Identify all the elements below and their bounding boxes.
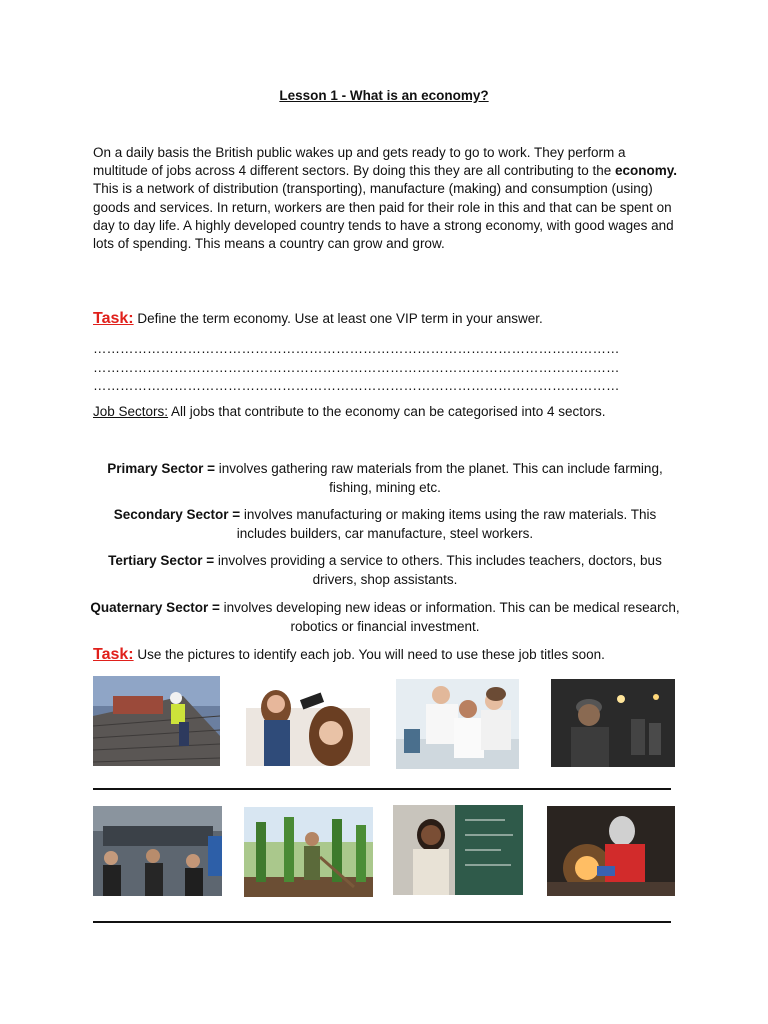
task-identify-jobs — [93, 646, 605, 664]
photo-miner — [551, 679, 675, 769]
photo-hairdresser — [246, 678, 370, 768]
photo-roofer — [93, 676, 220, 766]
intro-paragraph — [93, 144, 683, 253]
photo-factory-workers — [93, 806, 222, 896]
sector-quaternary — [90, 599, 680, 636]
intro-text-1: On a daily basis the British public wakes up and gets ready to go to work. They perform a multitude of jobs across 4 different sectors. By doing this they are all contributing to the — [93, 145, 626, 179]
sector-name: Tertiary Sector = — [108, 553, 215, 568]
task-text: Use the pictures to identify each job. You will need to use these job titles soon. — [133, 647, 605, 662]
sector-name: Quaternary Sector = — [90, 600, 220, 615]
divider-line-1 — [93, 788, 671, 790]
task-define-economy — [93, 310, 543, 328]
page-title: Lesson 1 - What is an economy? — [279, 88, 489, 103]
sector-desc: involves manufacturing or making items using the raw materials. This includes builders, car manufacture, steel workers. — [236, 507, 657, 541]
job-sectors-intro — [93, 404, 606, 419]
answer-line[interactable]: ……………………………………………………………………………………………………… — [93, 359, 620, 375]
intro-bold-term: economy. — [615, 163, 678, 179]
answer-line[interactable]: ……………………………………………………………………………………………………… — [93, 341, 620, 356]
task-label: Task: — [93, 310, 134, 327]
photo-welder — [547, 806, 675, 896]
photo-scientists — [396, 679, 519, 769]
sector-desc: involves providing a service to others. This includes teachers, doctors, bus drivers, shop assistants. — [214, 553, 662, 587]
sector-name: Secondary Sector = — [113, 507, 241, 522]
answer-line[interactable]: ……………………………………………………………………………………………………… — [93, 378, 620, 393]
job-sectors-text: All jobs that contribute to the economy can be categorised into 4 sectors. — [168, 404, 606, 419]
photo-teacher — [393, 805, 523, 895]
sector-tertiary — [90, 552, 680, 589]
task-text: Define the term economy. Use at least one VIP term in your answer. — [133, 311, 543, 326]
task-label: Task: — [93, 646, 134, 663]
sector-name: Primary Sector = — [107, 461, 215, 476]
divider-line-2 — [93, 921, 671, 923]
sector-desc: involves developing new ideas or information. This can be medical research, robotics or financial investment. — [219, 600, 680, 634]
answer-lines[interactable] — [93, 340, 673, 396]
sector-secondary — [90, 506, 680, 543]
job-sectors-label: Job Sectors: — [93, 404, 169, 419]
sector-desc: involves gathering raw materials from the planet. This can include farming, fishing, mining etc. — [214, 461, 663, 495]
intro-text-2: This is a network of distribution (transporting), manufacture (making) and consumption (using) goods and services. In return, workers are then paid for their role in this and that can be spent on day to day life. A highly developed country tends to have a strong economy, with good wages and lots of spending. This means a country can grow and grow. — [93, 181, 674, 252]
photo-farmer — [244, 807, 373, 897]
sector-primary — [90, 460, 680, 497]
